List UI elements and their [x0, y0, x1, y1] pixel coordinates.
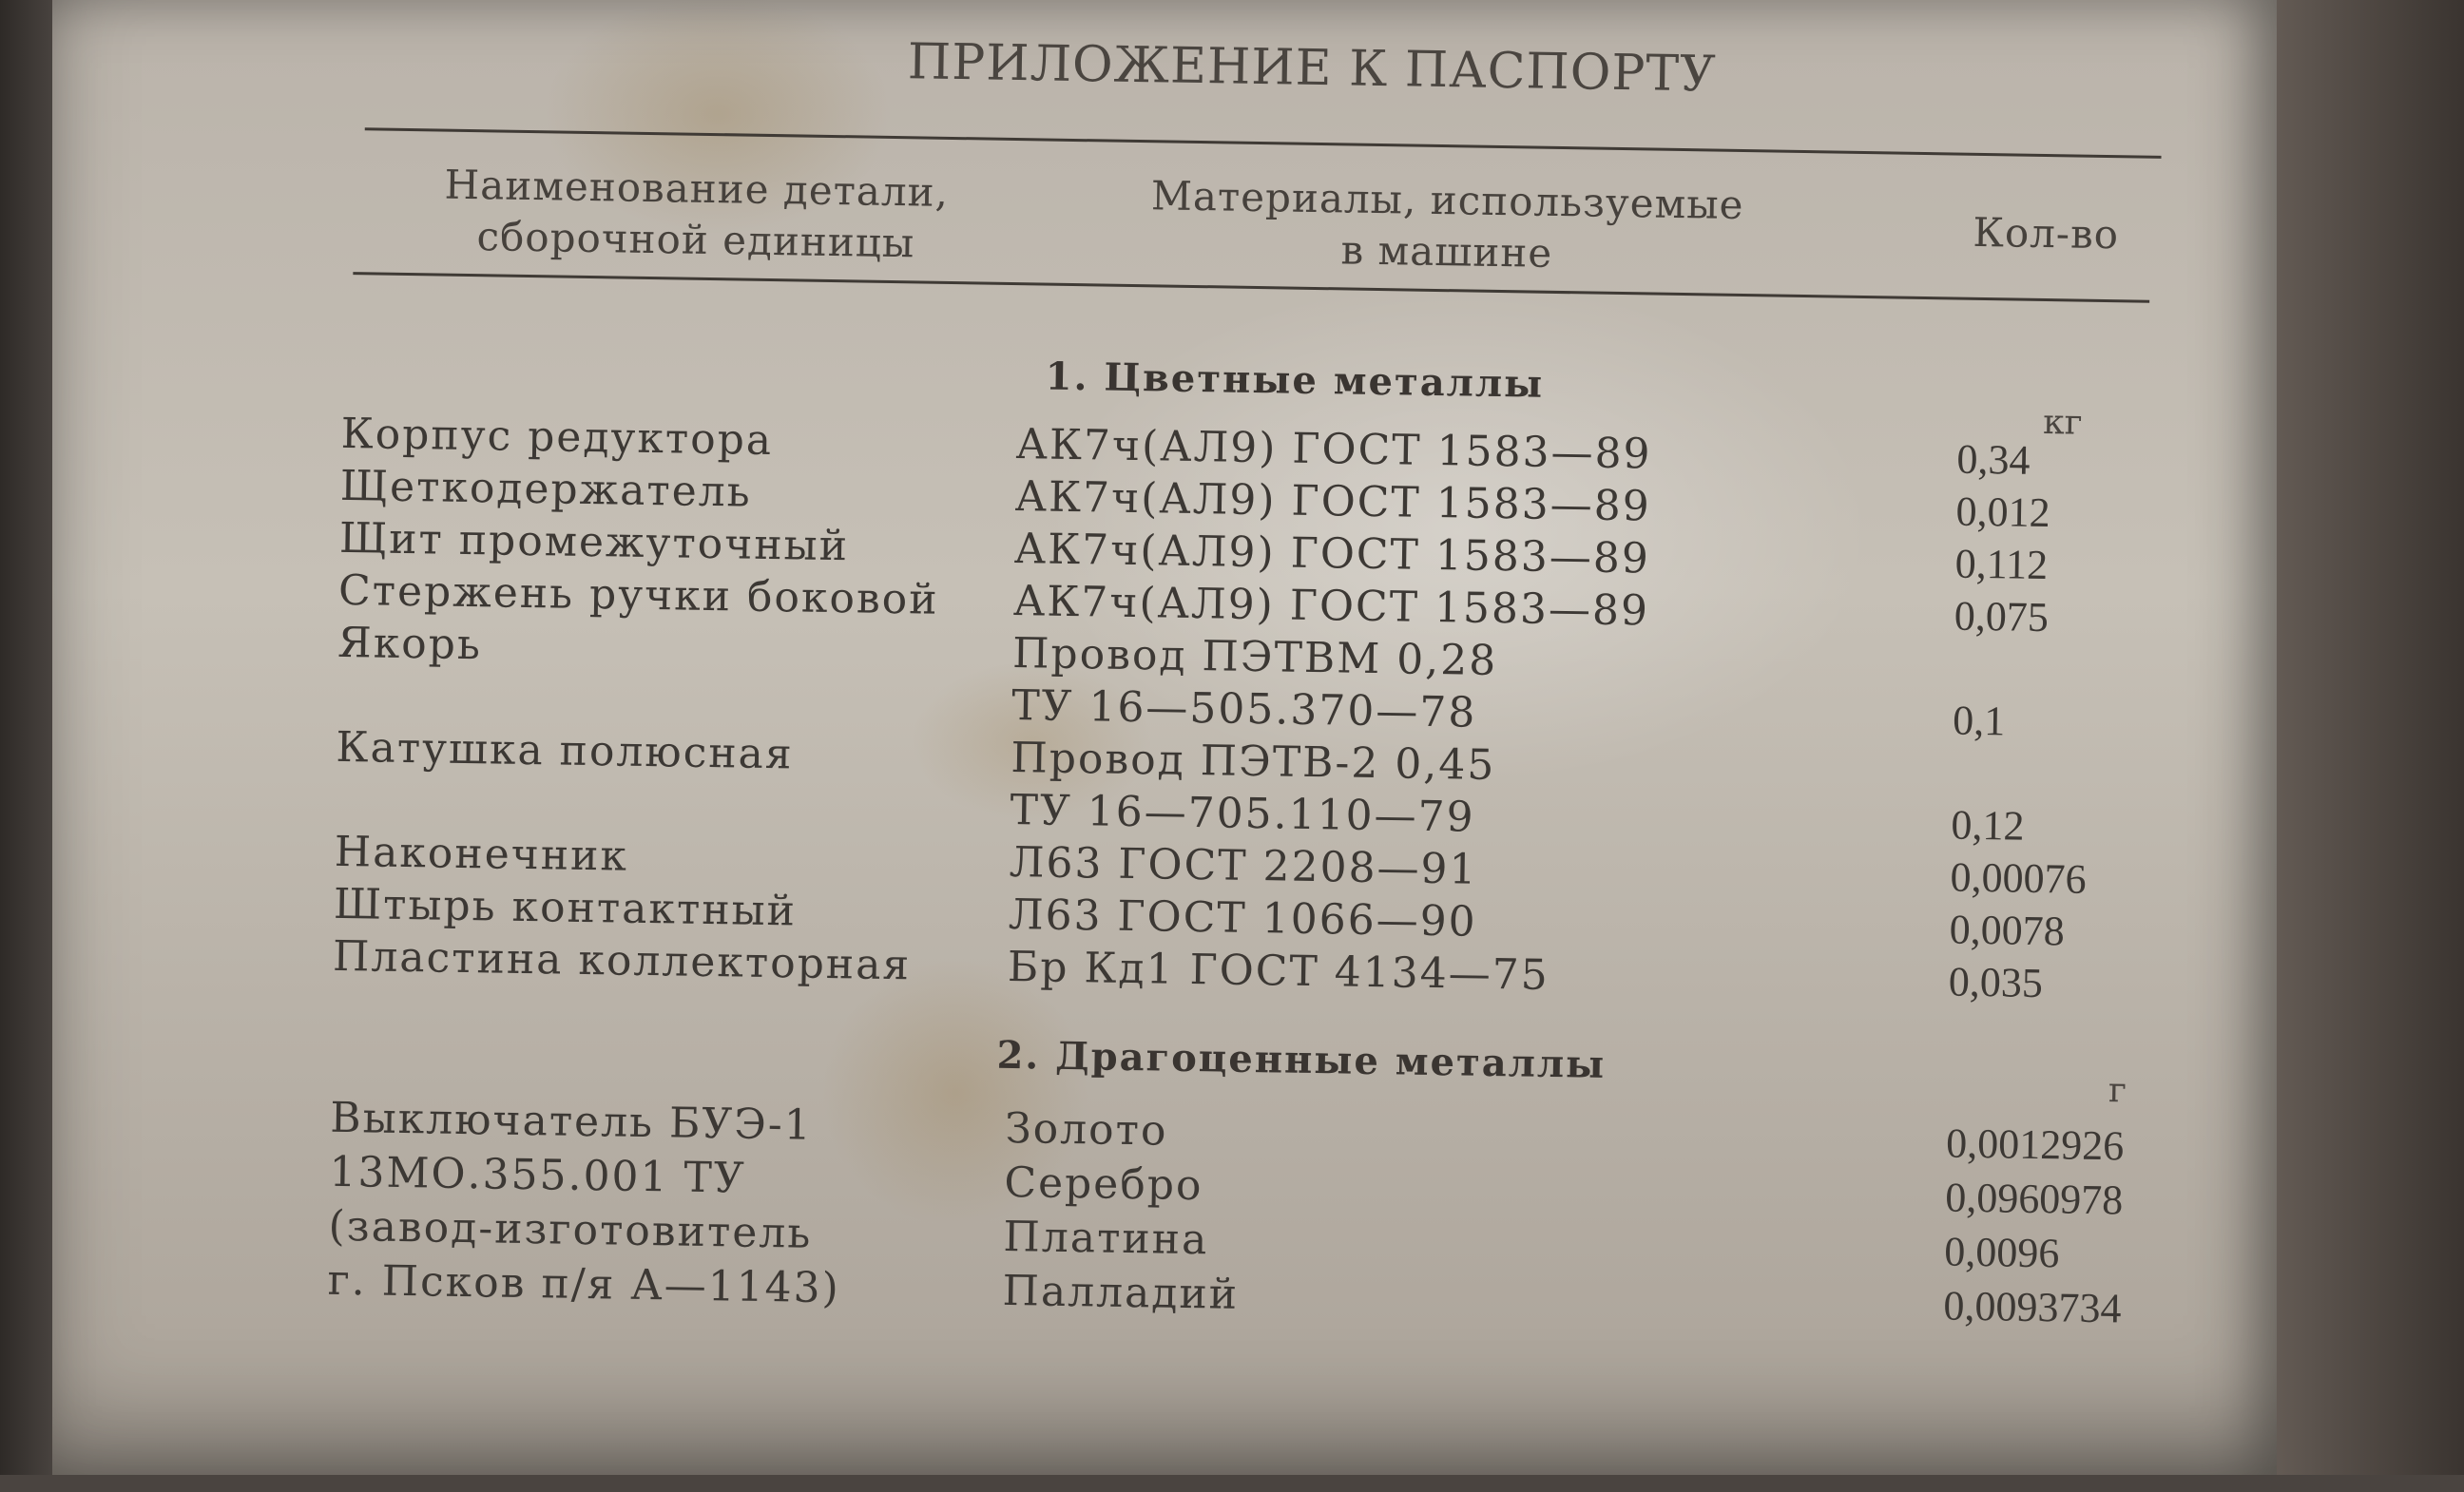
- document-content: [40, 0, 2287, 1492]
- cell-qty: 0,34: [1956, 435, 2031, 484]
- cell-material: АК7ч(АЛ9) ГОСТ 1583—89: [1014, 472, 1652, 531]
- unit-g: г: [2108, 1071, 2127, 1111]
- cell-qty: 0,12: [1951, 801, 2025, 850]
- column-header-qty: Кол-во: [1973, 208, 2120, 258]
- cell-qty: 0,0078: [1949, 906, 2066, 955]
- column-header-material: [1104, 169, 1790, 282]
- cell-qty: 0,0096: [1944, 1228, 2060, 1277]
- cell-material: АК7ч(АЛ9) ГОСТ 1583—89: [1012, 577, 1650, 636]
- cell-name: Корпус редуктора: [340, 409, 774, 466]
- cell-name: Щит промежуточный: [338, 513, 850, 571]
- section-title-precious: 2. Драгоценные металлы: [996, 1032, 1607, 1087]
- column-header-name-text: Наименование детали, сборочной единицы: [444, 161, 950, 267]
- cell-material: Палладий: [1002, 1266, 1240, 1319]
- cell-material: Л63 ГОСТ 2208—91: [1009, 837, 1478, 894]
- cell-material: Серебро: [1004, 1157, 1203, 1211]
- cell-name: Якорь: [337, 618, 483, 670]
- cell-qty: 0,1: [1952, 697, 2006, 745]
- cell-qty: 0,012: [1955, 488, 2051, 537]
- cell-qty: [1953, 749, 2219, 753]
- cell-name: Пластина коллекторная: [332, 931, 912, 990]
- cell-material: ТУ 16—505.370—78: [1011, 681, 1477, 737]
- column-header-name: [392, 159, 1002, 271]
- unit-kg: кг: [2042, 403, 2083, 443]
- cell-name: (завод-изготовитель: [328, 1201, 813, 1258]
- cell-material: Л63 ГОСТ 1066—90: [1008, 889, 1478, 947]
- document-page: [52, 0, 2277, 1475]
- cell-material: АК7ч(АЛ9) ГОСТ 1583—89: [1013, 525, 1651, 583]
- cell-qty: 0,00076: [1950, 853, 2087, 903]
- cell-material: АК7ч(АЛ9) ГОСТ 1583—89: [1015, 420, 1652, 479]
- cell-qty: 0,112: [1954, 540, 2049, 589]
- cell-name: Выключатель БУЭ-1: [330, 1093, 814, 1150]
- cell-name: Катушка полюсная: [336, 722, 795, 779]
- cell-name: 13МО.355.001 ТУ: [329, 1147, 747, 1203]
- cell-material: Провод ПЭТВ-2 0,45: [1011, 734, 1496, 791]
- cell-name: г. Псков п/я А—1143): [327, 1255, 841, 1313]
- cell-material: Бр Кд1 ГОСТ 4134—75: [1007, 942, 1550, 1000]
- table-rule-top: [365, 127, 2162, 159]
- cell-material: ТУ 16—705.110—79: [1010, 785, 1475, 842]
- cell-qty: 0,0960978: [1944, 1174, 2124, 1224]
- cell-material: Провод ПЭТВМ 0,28: [1011, 629, 1498, 686]
- cell-name: Стержень ручки боковой: [337, 565, 939, 624]
- cell-name: Штырь контактный: [333, 879, 798, 936]
- column-header-material-text: Материалы, используемые в машине: [1150, 172, 1744, 277]
- cell-qty: [1954, 644, 2220, 648]
- table-rule-bottom: [353, 272, 2149, 303]
- page-title: ПРИЛОЖЕНИЕ К ПАСПОРТУ: [907, 33, 1718, 104]
- cell-name: Наконечник: [334, 827, 629, 881]
- cell-name: Щеткодержатель: [339, 461, 753, 517]
- section-title-nonferrous: 1. Цветные металлы: [1045, 354, 1545, 407]
- cell-material: Платина: [1003, 1212, 1209, 1265]
- cell-material: Золото: [1004, 1103, 1168, 1156]
- cell-qty: 0,0093734: [1943, 1282, 2122, 1332]
- cell-qty: 0,035: [1948, 958, 2044, 1007]
- cell-qty: 0,0012926: [1945, 1119, 2125, 1170]
- cell-qty: 0,075: [1954, 592, 2050, 641]
